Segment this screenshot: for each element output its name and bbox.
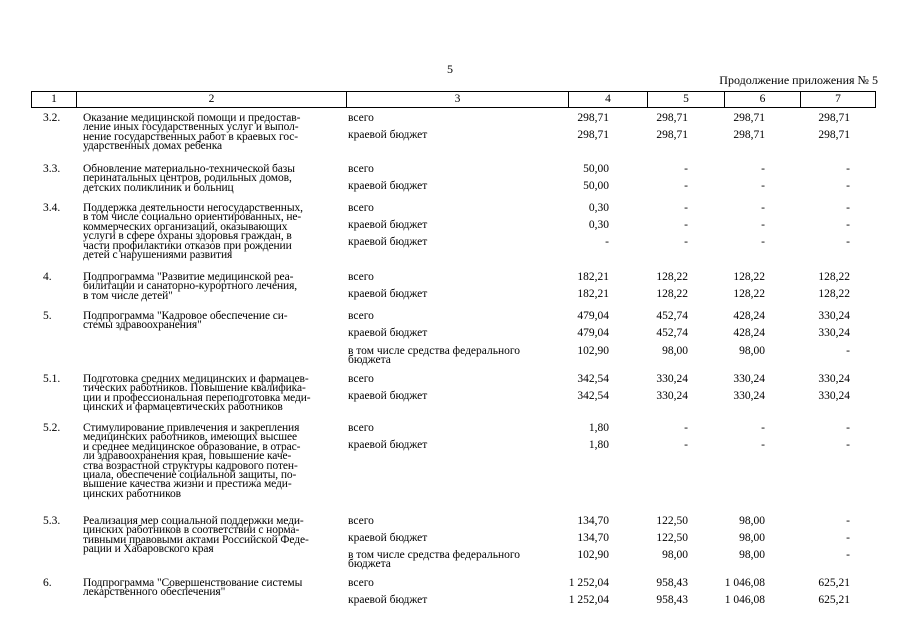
- value-col-4: 102,90: [577, 345, 609, 357]
- value-col-6: 98,00: [739, 532, 765, 544]
- value-col-4: 182,21: [577, 271, 609, 283]
- value-col-6: 1 046,08: [724, 577, 765, 589]
- funding-source: всего: [348, 515, 374, 527]
- value-col-7: -: [846, 532, 850, 544]
- funding-source: всего: [348, 577, 374, 589]
- value-col-5: -: [684, 202, 688, 214]
- value-col-6: 298,71: [733, 129, 765, 141]
- value-col-6: -: [761, 422, 765, 434]
- row-number: 6.: [43, 577, 52, 589]
- value-col-7: -: [846, 345, 850, 357]
- value-col-5: 958,43: [656, 577, 688, 589]
- funding-source: всего: [348, 271, 374, 283]
- row-number: 5.1.: [43, 373, 61, 385]
- table-header: [31, 91, 876, 108]
- row-name: Стимулирование привлечения и закрепления медицинских работников, имеющих высшее и среднее медицинское образование, в отрас- ли здравоохранения края, повышение каче- ства возрастной структуры кадрового потен- циала, обеспечение социальной защиты, по- вышение качества жизни и престижа меди- цинских работников: [83, 422, 301, 500]
- funding-source: краевой бюджет: [348, 532, 428, 544]
- value-col-5: 128,22: [656, 271, 688, 283]
- funding-source: всего: [348, 202, 374, 214]
- value-col-6: 330,24: [733, 373, 765, 385]
- value-col-6: 428,24: [733, 327, 765, 339]
- row-number: 5.2.: [43, 422, 61, 434]
- value-col-6: 98,00: [739, 549, 765, 561]
- value-col-5: 122,50: [656, 532, 688, 544]
- value-col-5: 330,24: [656, 373, 688, 385]
- row-number: 5.: [43, 310, 52, 322]
- funding-source: краевой бюджет: [348, 390, 428, 402]
- value-col-6: 128,22: [733, 288, 765, 300]
- value-col-7: 330,24: [818, 327, 850, 339]
- value-col-5: -: [684, 163, 688, 175]
- funding-source: краевой бюджет: [348, 180, 428, 192]
- header-col-1: 1: [32, 92, 77, 107]
- value-col-6: -: [761, 236, 765, 248]
- row-number: 4.: [43, 271, 52, 283]
- value-col-7: 330,24: [818, 390, 850, 402]
- row-name: Реализация мер социальной поддержки меди- цинских работников в соответствии с норма- тивными правовыми актами Российской Феде- рации и Хабаровского края: [83, 515, 309, 556]
- value-col-4: 182,21: [577, 288, 609, 300]
- value-col-4: 298,71: [577, 129, 609, 141]
- value-col-6: 330,24: [733, 390, 765, 402]
- value-col-6: -: [761, 219, 765, 231]
- continuation-caption: Продолжение приложения № 5: [719, 73, 878, 87]
- header-col-6: 6: [725, 92, 801, 107]
- funding-source: всего: [348, 422, 374, 434]
- value-col-4: 134,70: [577, 515, 609, 527]
- row-number: 3.3.: [43, 163, 61, 175]
- value-col-4: 0,30: [588, 202, 609, 214]
- funding-source: краевой бюджет: [348, 439, 428, 451]
- value-col-7: 128,22: [818, 271, 850, 283]
- value-col-4: 479,04: [577, 310, 609, 322]
- value-col-7: -: [846, 219, 850, 231]
- value-col-4: 102,90: [577, 549, 609, 561]
- row-number: 3.2.: [43, 112, 61, 124]
- value-col-4: 1 252,04: [568, 594, 609, 606]
- value-col-5: 98,00: [662, 345, 688, 357]
- funding-source: краевой бюджет: [348, 327, 428, 339]
- value-col-6: 298,71: [733, 112, 765, 124]
- value-col-5: 330,24: [656, 390, 688, 402]
- page-number: 5: [447, 62, 453, 76]
- value-col-4: 342,54: [577, 373, 609, 385]
- value-col-5: -: [684, 439, 688, 451]
- funding-source: краевой бюджет: [348, 129, 428, 141]
- value-col-5: -: [684, 180, 688, 192]
- value-col-7: -: [846, 163, 850, 175]
- funding-source: всего: [348, 373, 374, 385]
- value-col-7: 330,24: [818, 373, 850, 385]
- funding-source: краевой бюджет: [348, 594, 428, 606]
- value-col-7: -: [846, 515, 850, 527]
- value-col-5: -: [684, 422, 688, 434]
- row-name: Подпрограмма "Развитие медицинской реа- билитации и санаторно-курортного лечения, в том числе детей": [83, 271, 298, 302]
- value-col-4: 1,80: [588, 439, 609, 451]
- row-number: 5.3.: [43, 515, 61, 527]
- value-col-7: -: [846, 439, 850, 451]
- funding-source: всего: [348, 112, 374, 124]
- value-col-6: -: [761, 439, 765, 451]
- header-col-2: 2: [77, 92, 347, 107]
- value-col-4: 134,70: [577, 532, 609, 544]
- value-col-5: 452,74: [656, 327, 688, 339]
- funding-source: всего: [348, 310, 374, 322]
- value-col-6: -: [761, 163, 765, 175]
- value-col-7: -: [846, 202, 850, 214]
- value-col-6: -: [761, 202, 765, 214]
- value-col-4: 479,04: [577, 327, 609, 339]
- funding-source: всего: [348, 163, 374, 175]
- header-col-4: 4: [569, 92, 648, 107]
- value-col-6: -: [761, 180, 765, 192]
- value-col-7: 298,71: [818, 129, 850, 141]
- value-col-7: -: [846, 236, 850, 248]
- value-col-6: 98,00: [739, 345, 765, 357]
- row-number: 3.4.: [43, 202, 61, 214]
- value-col-5: 452,74: [656, 310, 688, 322]
- value-col-7: -: [846, 180, 850, 192]
- value-col-7: 128,22: [818, 288, 850, 300]
- row-name: Поддержка деятельности негосударственных, в том числе социально ориентированных, не- коммерческих организаций, оказывающих услуги в сфере охраны здоровья граждан, в части профилактики отказов при рождении детей с нарушениями развития: [83, 202, 303, 262]
- value-col-5: 122,50: [656, 515, 688, 527]
- value-col-5: 128,22: [656, 288, 688, 300]
- value-col-6: 428,24: [733, 310, 765, 322]
- header-col-3: 3: [347, 92, 569, 107]
- header-col-5: 5: [648, 92, 725, 107]
- funding-source: краевой бюджет: [348, 288, 428, 300]
- value-col-4: 50,00: [583, 163, 609, 175]
- funding-source: в том числе средства федерального бюджета: [348, 345, 521, 367]
- row-name: Оказание медицинской помощи и предостав- ление иных государственных услуг и выпол- нение государственных работ в краевых гос- ударственных домах ребенка: [83, 112, 301, 153]
- value-col-6: 98,00: [739, 515, 765, 527]
- value-col-5: -: [684, 219, 688, 231]
- value-col-5: -: [684, 236, 688, 248]
- value-col-7: 625,21: [818, 577, 850, 589]
- value-col-4: 50,00: [583, 180, 609, 192]
- row-name: Подпрограмма "Кадровое обеспечение си- стемы здравоохранения": [83, 310, 288, 332]
- value-col-4: 298,71: [577, 112, 609, 124]
- value-col-7: 330,24: [818, 310, 850, 322]
- row-name: Подпрограмма "Совершенствование системы лекарственного обеспечения": [83, 577, 303, 599]
- value-col-6: 1 046,08: [724, 594, 765, 606]
- value-col-5: 298,71: [656, 112, 688, 124]
- value-col-7: -: [846, 422, 850, 434]
- row-name: Подготовка средних медицинских и фармацев- тических работников. Повышение квалифика- ции и профессиональная переподготовка меди- цинских и фармацевтических работников: [83, 373, 311, 414]
- value-col-4: 1,80: [588, 422, 609, 434]
- value-col-4: 0,30: [588, 219, 609, 231]
- funding-source: в том числе средства федерального бюджета: [348, 549, 521, 571]
- value-col-7: 625,21: [818, 594, 850, 606]
- value-col-5: 958,43: [656, 594, 688, 606]
- header-col-7: 7: [835, 93, 841, 105]
- value-col-7: -: [846, 549, 850, 561]
- value-col-5: 98,00: [662, 549, 688, 561]
- value-col-6: 128,22: [733, 271, 765, 283]
- funding-source: краевой бюджет: [348, 236, 428, 248]
- value-col-4: 342,54: [577, 390, 609, 402]
- value-col-5: 298,71: [656, 129, 688, 141]
- row-name: Обновление материально-технической базы перинатальных центров, родильных домов, детских поликлиник и больниц: [83, 163, 295, 194]
- value-col-4: 1 252,04: [568, 577, 609, 589]
- funding-source: краевой бюджет: [348, 219, 428, 231]
- value-col-4: -: [605, 236, 609, 248]
- value-col-7: 298,71: [818, 112, 850, 124]
